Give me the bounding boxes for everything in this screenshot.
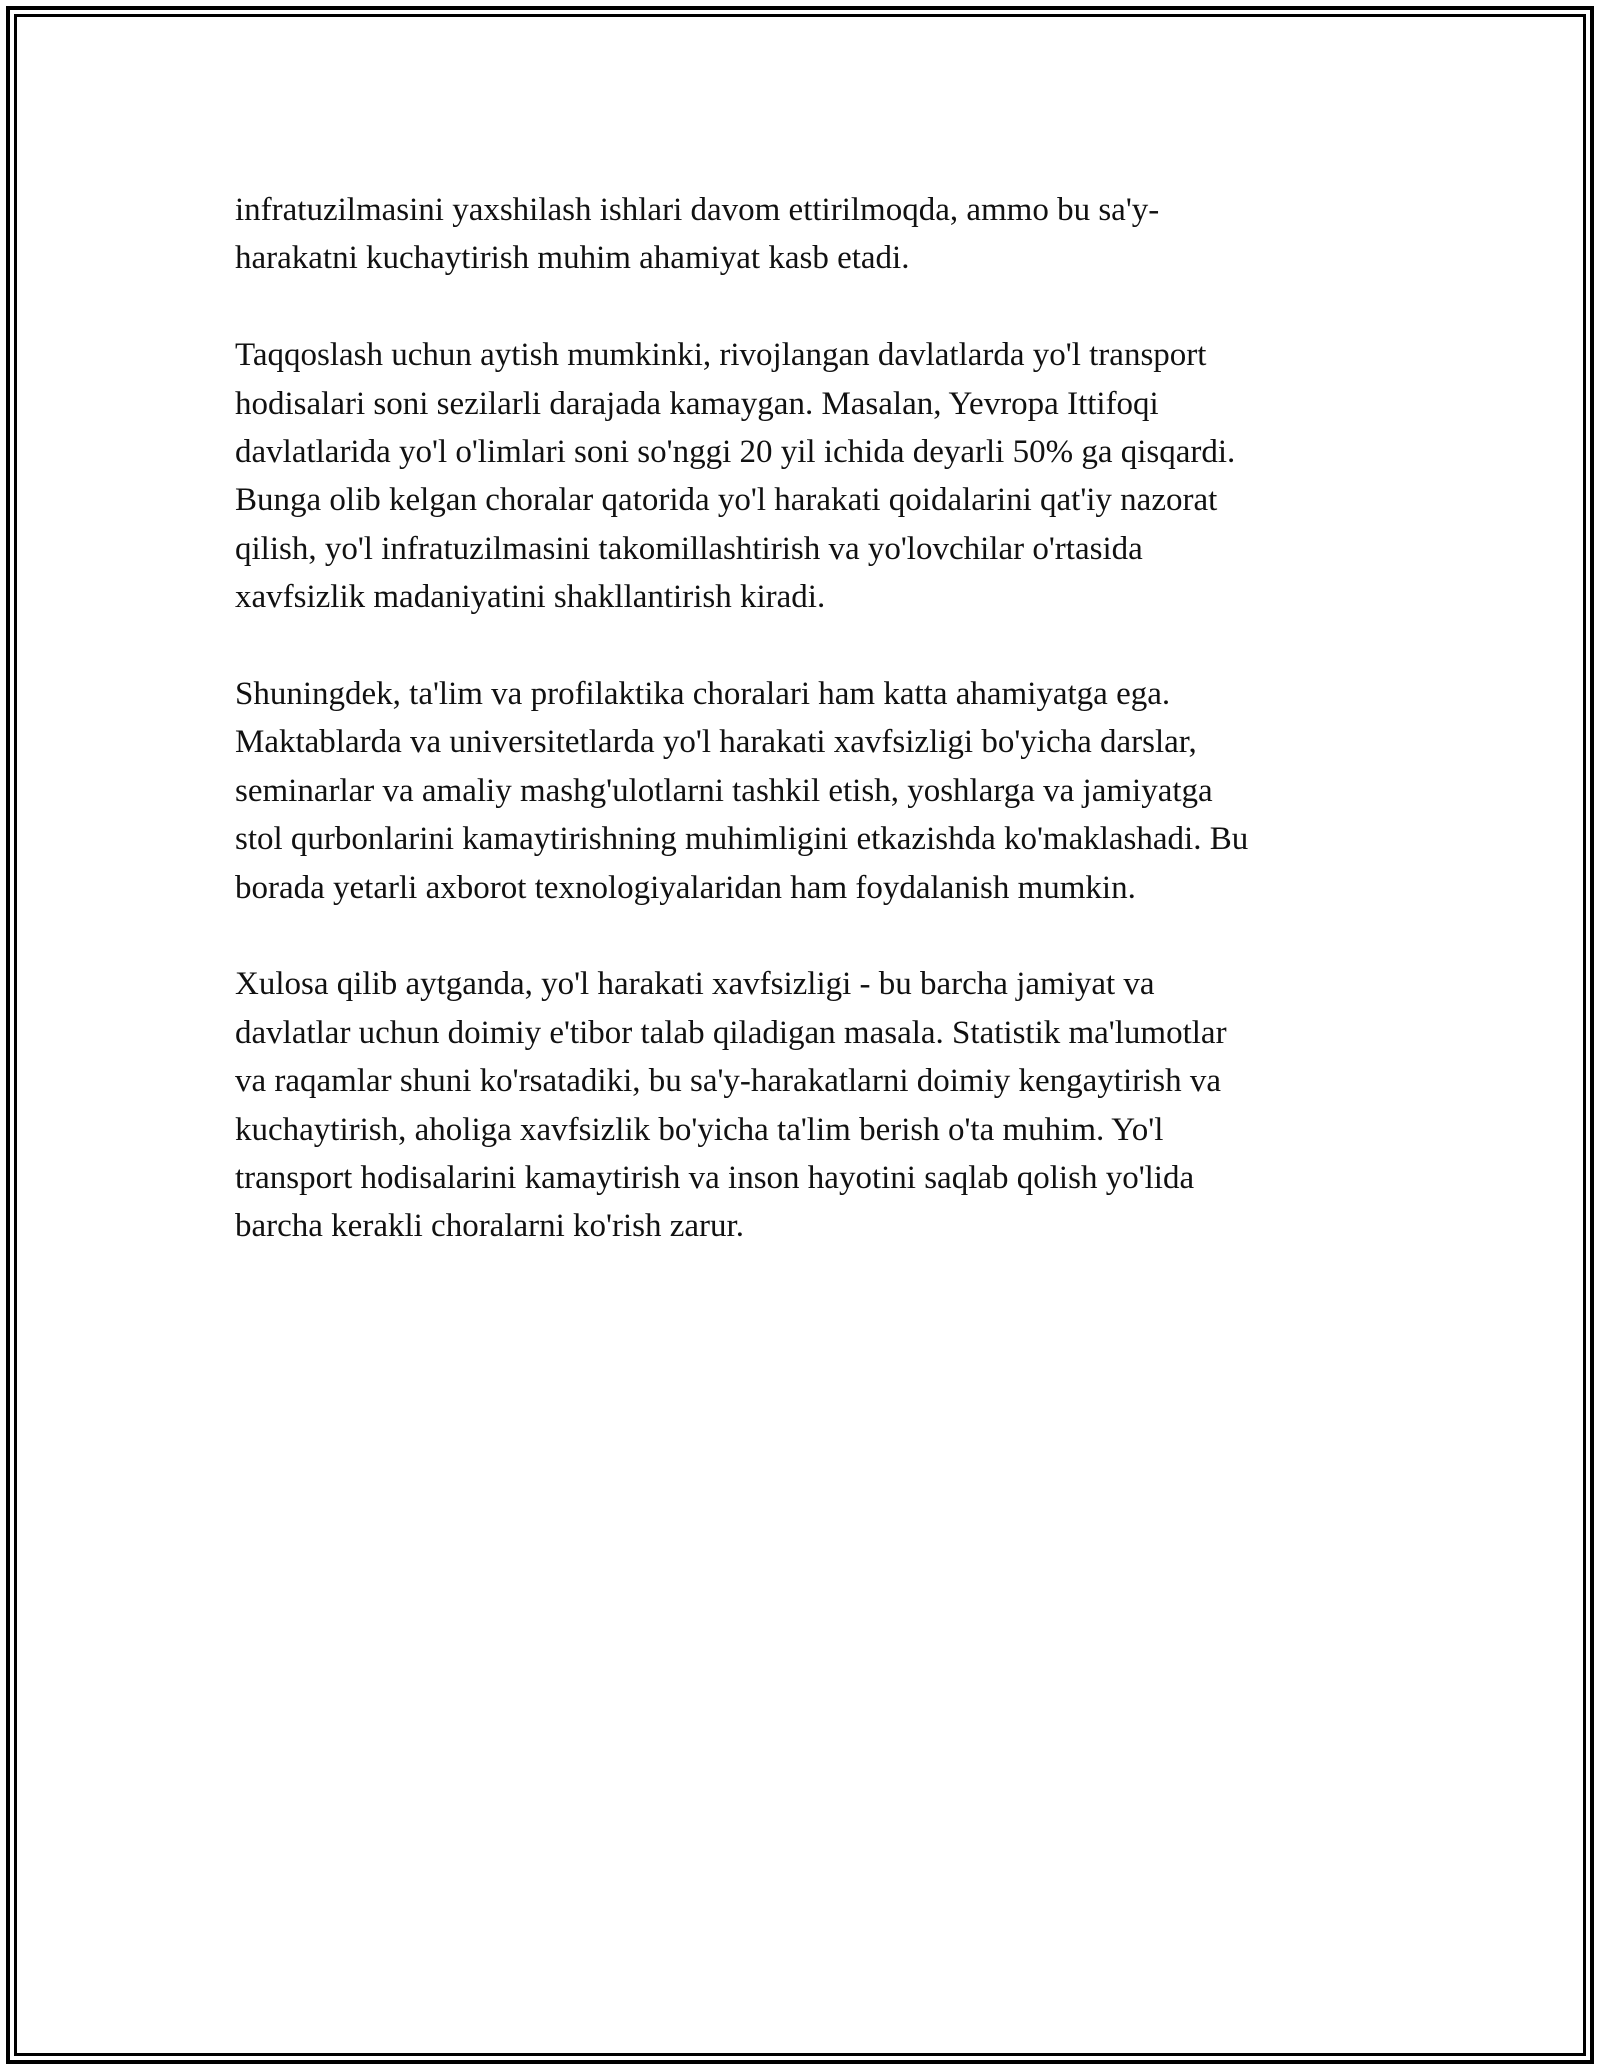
paragraph-education: Shuningdek, ta'lim va profilaktika choralari ham katta ahamiyatga ega. Maktablarda va universitetlarda yo'l harakati xavfsizligi bo'yicha darslar, seminarlar va amaliy mashg'ulotlarni tashkil etish, yoshlarga va jamiyatga stol qurbonlarini kamaytirishning muhimligini etkazishda ko'maklashadi. Bu borada yetarli axborot texnologiyalaridan ham foydalanish mumkin. [235, 676, 1249, 906]
paragraph-comparison: Taqqoslash uchun aytish mumkinki, rivojlangan davlatlarda yo'l transport hodisalari soni sezilarli darajada kamaygan. Masalan, Yevropa Ittifoqi davlatlarida yo'l o'limlari soni so'nggi 20 yil ichida deyarli 50% ga qisqardi. Bunga olib kelgan choralar qatorida yo'l harakati qoidalarini qat'iy nazorat qilish, yo'l infratuzilmasini takomillashtirish va yo'lovchilar o'rtasida xavfsizlik madaniyatini shakllantirish kiradi. [235, 337, 1236, 616]
paragraph-infrastructure: infratuzilmasini yaxshilash ishlari davom ettirilmoqda, ammo bu sa'y- harakatni kuchaytirish muhim ahamiyat kasb etadi. [235, 192, 1160, 277]
document-body [235, 186, 1385, 1299]
paragraph-conclusion: Xulosa qilib aytganda, yo'l harakati xavfsizligi - bu barcha jamiyat va davlatlar uchun doimiy e'tibor talab qiladigan masala. Statistik ma'lumotlar va raqamlar shuni ko'rsatadiki, bu sa'y-harakatlarni doimiy kengaytirish va kuchaytirish, aholiga xavfsizlik bo'yicha ta'lim berish o'ta muhim. Yo'l transport hodisalarini kamaytirish va inson hayotini saqlab qolish yo'lida barcha kerakli choralarni ko'rish zarur. [235, 966, 1227, 1245]
